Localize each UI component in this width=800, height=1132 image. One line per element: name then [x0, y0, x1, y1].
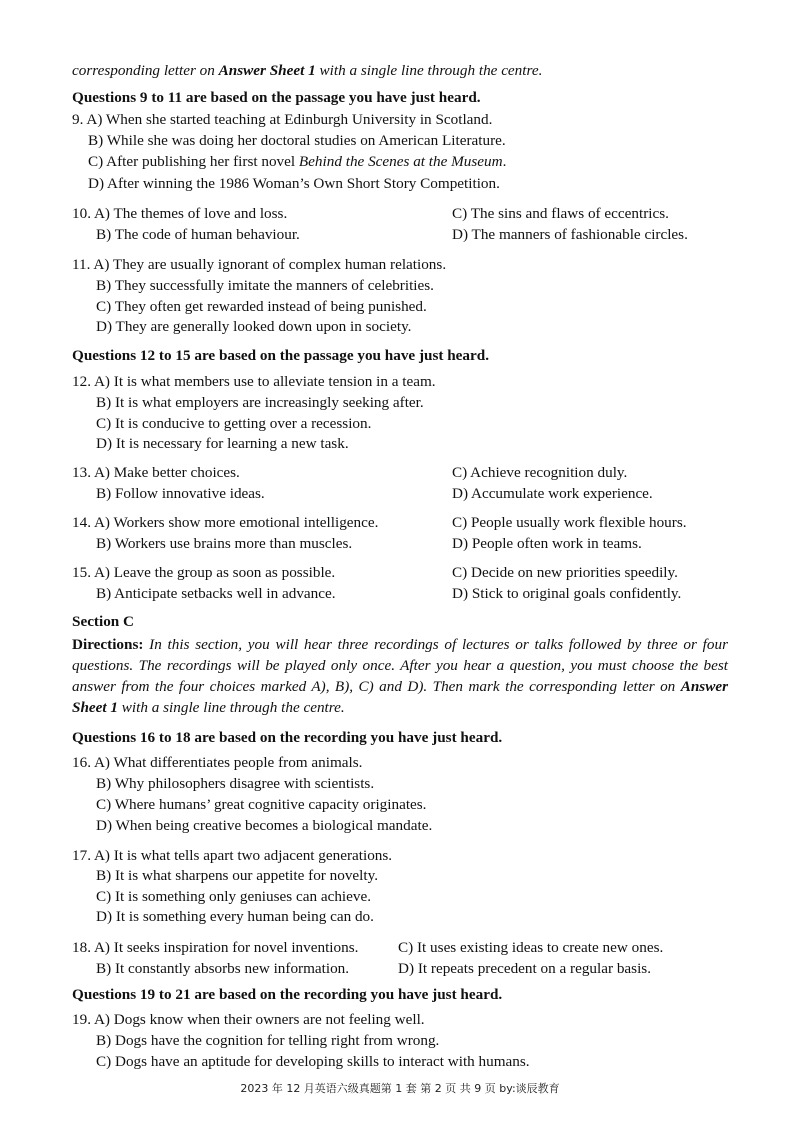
q12-option-a: 12. A) It is what members use to alleviate tension in a team. — [72, 373, 436, 390]
top-line-text-1: corresponding letter on — [72, 62, 219, 79]
heading-questions-12-15: Questions 12 to 15 are based on the passage you have just heard. — [72, 347, 489, 364]
q9-option-b: B) While she was doing her doctoral studies on American Literature. — [88, 132, 506, 149]
q10-option-a: 10. A) The themes of love and loss. — [72, 205, 288, 222]
q9-novel-title: Behind the Scenes at the Museum — [298, 153, 503, 170]
q18-option-c: C) It uses existing ideas to create new ones. — [398, 939, 664, 956]
q13-option-d: D) Accumulate work experience. — [452, 485, 653, 502]
q11-option-b: B) They successfully imitate the manners of celebrities. — [96, 277, 434, 294]
q9-option-c-text: C) After publishing her first novel — [88, 153, 299, 170]
heading-questions-9-11: Questions 9 to 11 are based on the passage you have just heard. — [72, 89, 481, 106]
heading-questions-16-18: Questions 16 to 18 are based on the recording you have just heard. — [72, 729, 503, 746]
q18-option-b: B) It constantly absorbs new information. — [96, 960, 350, 977]
q15-option-c: C) Decide on new priorities speedily. — [452, 564, 678, 581]
q12-option-c: C) It is conducive to getting over a recession. — [96, 415, 372, 432]
section-c-title: Section C — [72, 613, 135, 630]
q14-option-c: C) People usually work flexible hours. — [452, 514, 687, 531]
q16-option-b: B) Why philosophers disagree with scientists. — [96, 775, 375, 792]
q12-option-d: D) It is necessary for learning a new task. — [96, 435, 349, 452]
directions-text-1: In this section, you will hear three recordings of lectures or talks followed by three or four questions. The recordings will be played only once. After you hear a question, you must choose the best answer from the four choices marked A), B), C) and D). Then mark the corresponding letter on — [72, 636, 728, 695]
q11-option-a: 11. A) They are usually ignorant of complex human relations. — [72, 256, 447, 273]
q19-option-b: B) Dogs have the cognition for telling right from wrong. — [96, 1032, 440, 1049]
page-footer: 2023 年 12 月英语六级真题第 1 套 第 2 页 共 9 页 by:谈辰教育 — [240, 1082, 560, 1095]
q11-option-d: D) They are generally looked down upon in society. — [96, 318, 412, 335]
top-instruction-line — [72, 61, 542, 81]
q14-option-a: 14. A) Workers show more emotional intelligence. — [72, 514, 379, 531]
q18-option-a: 18. A) It seeks inspiration for novel inventions. — [72, 939, 359, 956]
q15-option-a: 15. A) Leave the group as soon as possible. — [72, 564, 336, 581]
q15-option-b: B) Anticipate setbacks well in advance. — [96, 585, 336, 602]
top-line-answer-sheet: Answer Sheet 1 — [218, 62, 316, 79]
q10-option-b: B) The code of human behaviour. — [96, 226, 300, 243]
section-c-directions — [72, 634, 728, 718]
q17-option-b: B) It is what sharpens our appetite for novelty. — [96, 867, 379, 884]
q16-option-d: D) When being creative becomes a biological mandate. — [96, 817, 433, 834]
q19-option-a: 19. A) Dogs know when their owners are not feeling well. — [72, 1011, 425, 1028]
q10-option-d: D) The manners of fashionable circles. — [452, 226, 688, 243]
q15-option-d: D) Stick to original goals confidently. — [452, 585, 682, 602]
q14-option-b: B) Workers use brains more than muscles. — [96, 535, 353, 552]
q18-option-d: D) It repeats precedent on a regular basis. — [398, 960, 652, 977]
q12-option-b: B) It is what employers are increasingly seeking after. — [96, 394, 424, 411]
q17-option-d: D) It is something every human being can do. — [96, 908, 374, 925]
directions-label: Directions: — [72, 636, 144, 653]
q17-option-c: C) It is something only geniuses can achieve. — [96, 888, 371, 905]
q17-option-a: 17. A) It is what tells apart two adjacent generations. — [72, 847, 393, 864]
q19-option-c: C) Dogs have an aptitude for developing skills to interact with humans. — [96, 1053, 530, 1070]
q14-option-d: D) People often work in teams. — [452, 535, 642, 552]
q11-option-c: C) They often get rewarded instead of being punished. — [96, 298, 427, 315]
heading-questions-19-21: Questions 19 to 21 are based on the recording you have just heard. — [72, 986, 503, 1003]
directions-answer-sheet: Answer Sheet 1 — [72, 678, 728, 716]
q9-option-c — [88, 152, 506, 172]
q10-option-c: C) The sins and flaws of eccentrics. — [452, 205, 669, 222]
q16-option-c: C) Where humans’ great cognitive capacity originates. — [96, 796, 427, 813]
directions-text-2: with a single line through the centre. — [118, 699, 345, 716]
q9-option-a: 9. A) When she started teaching at Edinburgh University in Scotland. — [72, 111, 493, 128]
top-line-text-2: with a single line through the centre. — [315, 62, 543, 79]
q13-option-b: B) Follow innovative ideas. — [96, 485, 265, 502]
q13-option-a: 13. A) Make better choices. — [72, 464, 240, 481]
q9-option-d: D) After winning the 1986 Woman’s Own Short Story Competition. — [88, 175, 500, 192]
q9-option-c-end: . — [502, 153, 507, 170]
q13-option-c: C) Achieve recognition duly. — [452, 464, 628, 481]
q16-option-a: 16. A) What differentiates people from animals. — [72, 754, 363, 771]
